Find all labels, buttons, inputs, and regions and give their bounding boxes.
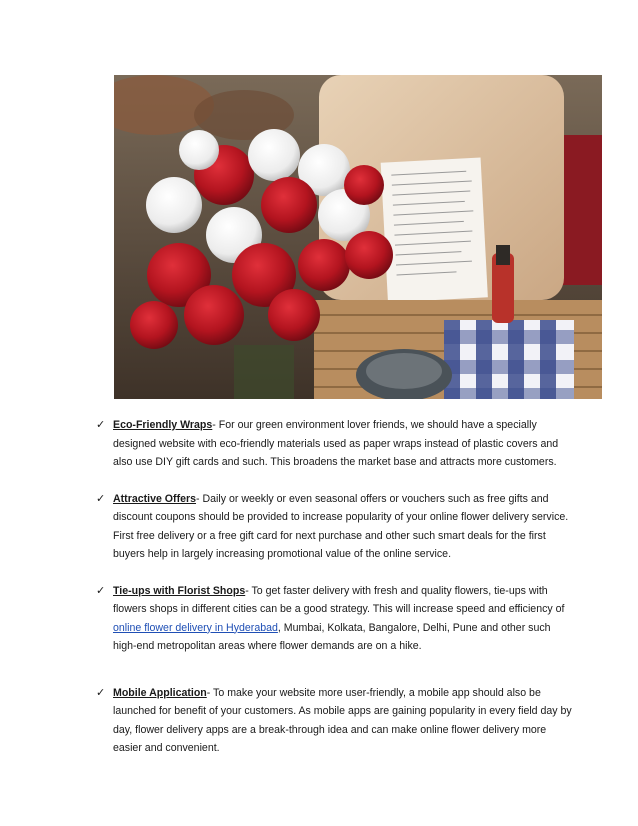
list-item-tie-ups-florist-shops	[96, 582, 576, 656]
list-item-attractive-offers	[96, 490, 576, 564]
checkmark-icon: ✓	[96, 491, 106, 505]
item-body-after: , Mumbai, Kolkata, Bangalore, Delhi, Pune and other such high-end metropolitan areas where flower demands are on a hike.	[113, 621, 551, 652]
item-title: Mobile Application	[113, 686, 207, 699]
item-body: - Daily or weekly or even seasonal offers or vouchers such as free gifts and discount coupons should be provided to increase popularity of your online flower delivery service. First free delivery or a free gift card for next purchase and other such smart deals for the first buyers help in largely increasing promotional value of the online service.	[113, 492, 569, 560]
roses-picnic-basket-photo	[114, 75, 602, 399]
item-body: - For our green environment lover friends, we should have a specially designed website with eco-friendly materials used as paper wraps instead of plastic covers and also use DIY gift cards and such. This broadens the market base and attracts more customers.	[113, 419, 559, 468]
hyderabad-delivery-link[interactable]: online flower delivery in Hyderabad	[113, 621, 278, 634]
item-body-before: - To get faster delivery with fresh and quality flowers, tie-ups with flowers shops in different cities can be a good strategy. This will increase speed and efficiency of	[113, 584, 565, 615]
feature-list	[96, 416, 576, 758]
item-title: Tie-ups with Florist Shops	[113, 584, 246, 597]
item-title: Attractive Offers	[113, 492, 197, 505]
item-title: Eco-Friendly Wraps	[113, 419, 213, 431]
item-body: - To make your website more user-friendly, a mobile app should also be launched for benefit of your customers. As mobile apps are gaining popularity in every field day by day, flower delivery apps are a break-through idea and can make online flower delivery more easier and convenient.	[113, 686, 572, 754]
checkmark-icon: ✓	[96, 418, 106, 431]
checkmark-icon: ✓	[96, 685, 106, 699]
checkmark-icon: ✓	[96, 583, 106, 597]
list-item-eco-friendly-wraps	[96, 416, 576, 472]
list-item-mobile-application	[96, 684, 576, 758]
